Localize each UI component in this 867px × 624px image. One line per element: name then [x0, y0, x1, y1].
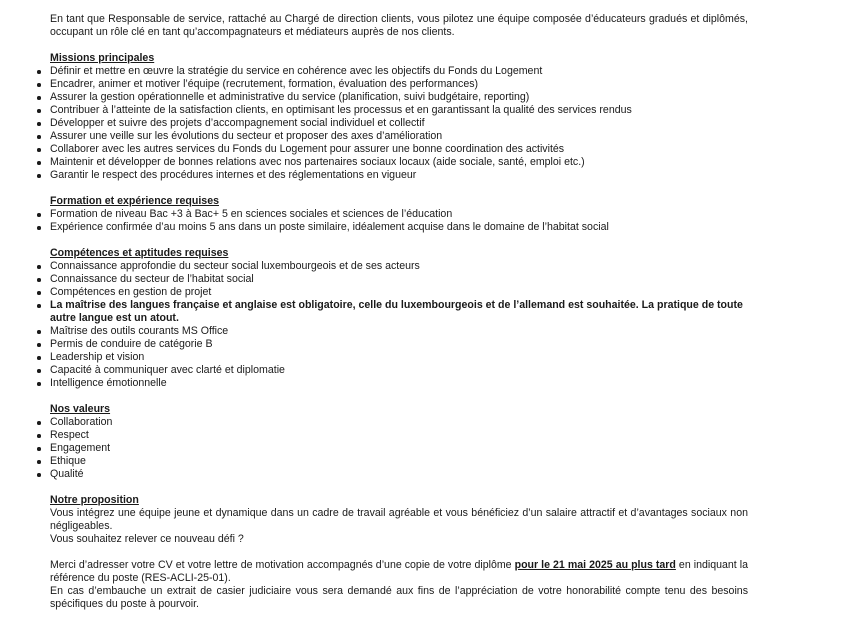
competences-heading: Compétences et aptitudes requises — [50, 247, 229, 259]
competences-list — [50, 260, 748, 390]
list-item: Ethique — [50, 455, 748, 468]
spacer — [50, 234, 748, 247]
proposition-question: Vous souhaitez relever ce nouveau défi ? — [50, 533, 244, 545]
list-item: Formation de niveau Bac +3 à Bac+ 5 en sciences sociales et sciences de l’éducation — [50, 208, 748, 221]
list-item: Assurer une veille sur les évolutions du secteur et proposer des axes d’amélioration — [50, 130, 748, 143]
list-item: Capacité à communiquer avec clarté et diplomatie — [50, 364, 748, 377]
list-item: Connaissance du secteur de l’habitat social — [50, 273, 748, 286]
intro-paragraph: En tant que Responsable de service, rattaché au Chargé de direction clients, vous pilotez une équipe composée d’éducateurs gradués et diplômés, occupant un rôle clé en tant qu’accompagnateurs et médiateurs auprès de nos clients. — [50, 13, 748, 38]
list-item: Encadrer, animer et motiver l’équipe (recrutement, formation, évaluation des performances) — [50, 78, 748, 91]
list-item: Respect — [50, 429, 748, 442]
application-deadline: pour le 21 mai 2025 au plus tard — [514, 559, 676, 571]
application-text-before: Merci d’adresser votre CV et votre lettre de motivation accompagnés d’une copie de votre diplôme — [50, 559, 515, 571]
list-item: Expérience confirmée d’au moins 5 ans dans un poste similaire, idéalement acquise dans le domaine de l’habitat social — [50, 221, 748, 234]
list-item: Engagement — [50, 442, 748, 455]
spacer — [50, 546, 748, 559]
missions-list — [50, 65, 748, 182]
proposition-heading: Notre proposition — [50, 494, 139, 506]
list-item: Leadership et vision — [50, 351, 748, 364]
proposition-paragraph: Vous intégrez une équipe jeune et dynamique dans un cadre de travail agréable et vous bénéficiez d’un salaire attractif et d’avantages sociaux non négligeables. — [50, 507, 748, 532]
spacer — [50, 390, 748, 403]
application-text-after: en indiquant la référence du poste (RES-ACLI-25-01). — [50, 559, 749, 584]
formation-heading: Formation et expérience requises — [50, 195, 219, 207]
list-item: Collaboration — [50, 416, 748, 429]
spacer — [50, 481, 748, 494]
valeurs-heading: Nos valeurs — [50, 403, 111, 415]
list-item: Contribuer à l’atteinte de la satisfaction clients, en optimisant les processus et en garantissant la qualité des services rendus — [50, 104, 748, 117]
list-item: Intelligence émotionnelle — [50, 377, 748, 390]
list-item: Garantir le respect des procédures internes et des réglementations en vigueur — [50, 169, 748, 182]
spacer — [50, 182, 748, 195]
list-item: Collaborer avec les autres services du Fonds du Logement pour assurer une bonne coordination des activités — [50, 143, 748, 156]
list-item: Permis de conduire de catégorie B — [50, 338, 748, 351]
list-item: Assurer la gestion opérationnelle et administrative du service (planification, suivi budgétaire, reporting) — [50, 91, 748, 104]
list-item: Définir et mettre en œuvre la stratégie du service en cohérence avec les objectifs du Fonds du Logement — [50, 65, 748, 78]
formation-list — [50, 208, 748, 234]
list-item: Développer et suivre des projets d’accompagnement social individuel et collectif — [50, 117, 748, 130]
list-item: Maîtrise des outils courants MS Office — [50, 325, 748, 338]
list-item: Compétences en gestion de projet — [50, 286, 748, 299]
list-item: Maintenir et développer de bonnes relations avec nos partenaires sociaux locaux (aide sociale, santé, emploi etc.) — [50, 156, 748, 169]
casier-paragraph: En cas d’embauche un extrait de casier judiciaire vous sera demandé aux fins de l’appréciation de votre honorabilité compte tenu des besoins spécifiques du poste à pourvoir. — [50, 585, 748, 610]
spacer — [50, 39, 748, 52]
valeurs-list — [50, 416, 748, 481]
missions-heading: Missions principales — [50, 52, 155, 64]
application-paragraph — [50, 559, 748, 585]
list-item: Connaissance approfondie du secteur social luxembourgeois et de ses acteurs — [50, 260, 748, 273]
list-item-languages: La maîtrise des langues française et anglaise est obligatoire, celle du luxembourgeois et de l’allemand est souhaitée. La pratique de toute autre langue est un atout. — [50, 299, 748, 325]
job-description-document — [50, 0, 748, 611]
list-item: Qualité — [50, 468, 748, 481]
